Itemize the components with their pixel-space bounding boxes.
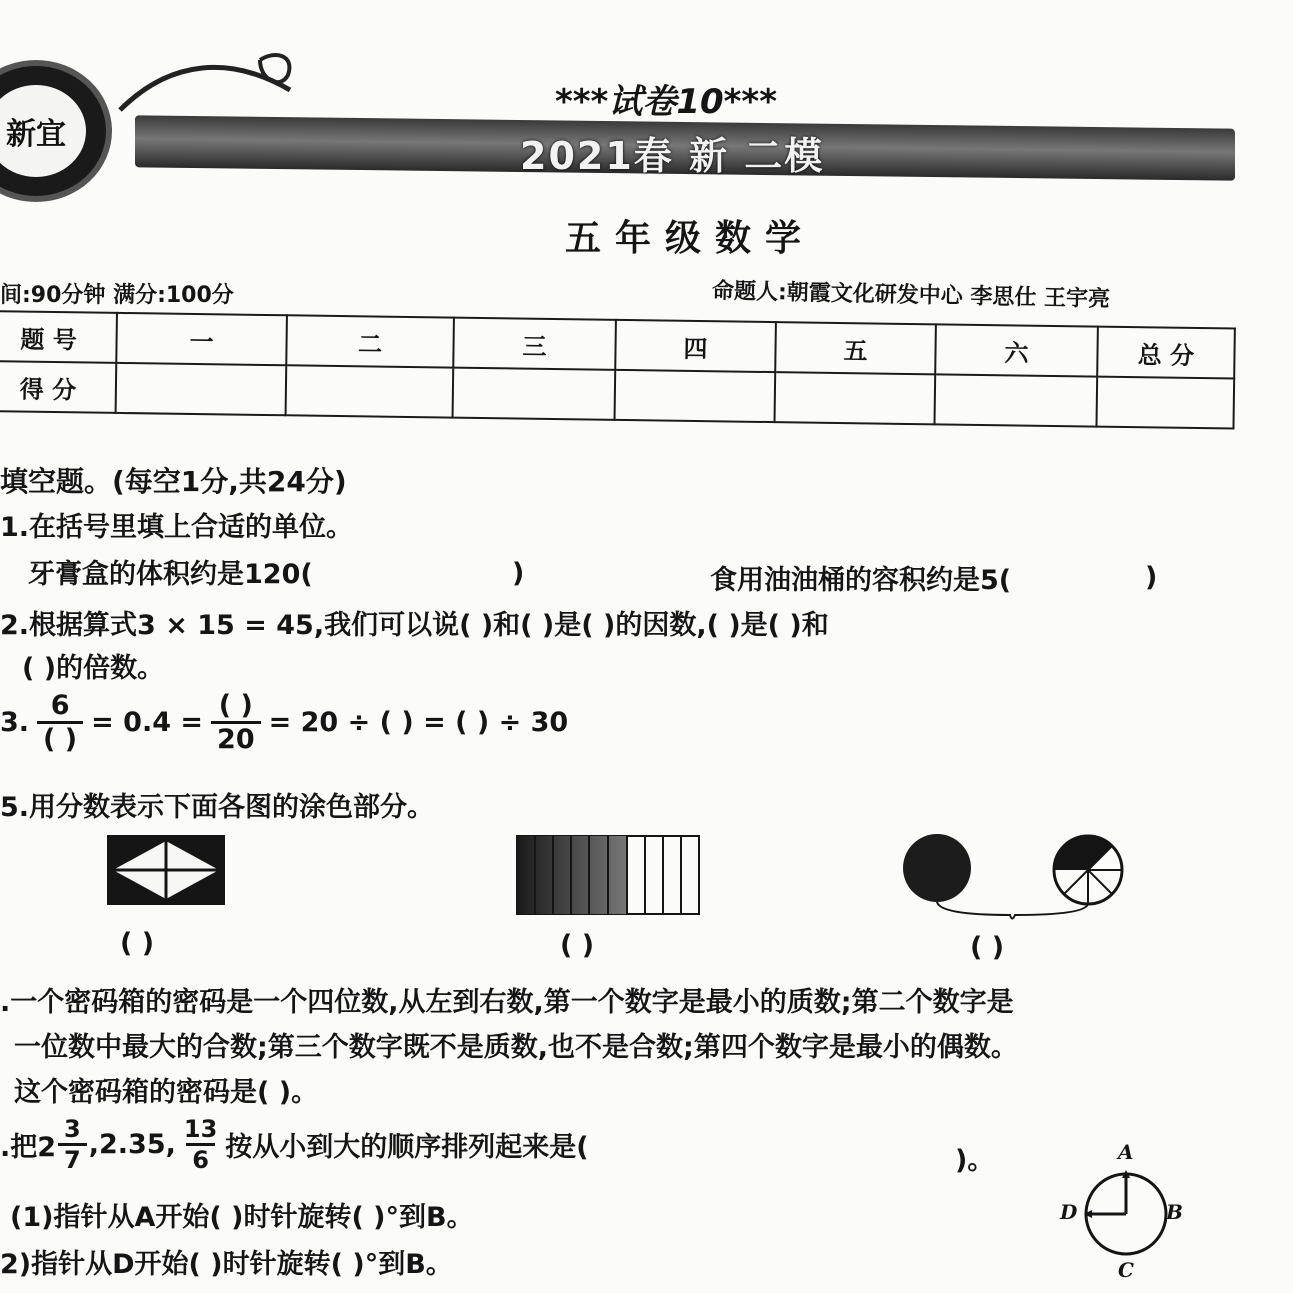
q4-blank-2[interactable]: ( ) [560, 930, 595, 961]
q7-line2: 2)指针从D开始( )时针旋转( )°到B。 [0, 1249, 453, 1280]
q3-line [0, 690, 568, 755]
q6-mixed-den: 7 [58, 1143, 87, 1174]
col-4: 四 [615, 320, 776, 372]
dial-label-b: B [1166, 1200, 1183, 1224]
dial-label-c: C [1118, 1258, 1134, 1282]
paper-label: ***试卷10*** [555, 82, 777, 122]
q4-blank-1[interactable]: ( ) [120, 928, 155, 959]
logo-text: 新宜 [0, 85, 86, 177]
q7-line1: (1)指针从A开始( )时针旋转( )°到B。 [10, 1202, 474, 1233]
q3-fraction-2 [211, 690, 261, 755]
q5-line1: .一个密码箱的密码是一个四位数,从左到右数,第一个数字是最小的质数;第二个数字是 [0, 987, 1014, 1018]
q1-prompt: 1.在括号里填上合适的单位。 [0, 512, 354, 543]
q2-line1: 2.根据算式3 × 15 = 45,我们可以说( )和( )是( )的因数,( )是( )和 [0, 610, 829, 641]
ribbon-decoration [110, 50, 310, 120]
score-cell[interactable] [775, 372, 936, 424]
row-header-question: 题 号 [0, 311, 117, 363]
q4-blank-3[interactable]: ( ) [970, 932, 1005, 963]
q6-mid: ,2.35, [88, 1129, 176, 1160]
exam-time-score: 间:90分钟 满分:100分 [0, 283, 234, 308]
score-cell[interactable] [286, 365, 454, 417]
col-1: 一 [116, 313, 287, 365]
q3-f1-den: ( ) [37, 721, 83, 755]
q3-f2-num: ( ) [218, 690, 253, 721]
circle-figures [900, 830, 1130, 925]
q3-fraction-1 [37, 690, 83, 755]
q6-line [0, 1115, 589, 1174]
q5-line2: 一位数中最大的合数;第三个数字既不是质数,也不是合数;第四个数字是最小的偶数。 [14, 1032, 1018, 1063]
q1-b-text: 食用油油桶的容积约是5( [710, 565, 1012, 596]
score-cell[interactable] [453, 368, 616, 420]
dial-label-a: A [1118, 1140, 1134, 1164]
q3-number: 3. [0, 707, 30, 738]
q6-f-den: 6 [186, 1143, 215, 1174]
striped-bar-figure [516, 835, 700, 915]
publisher-logo [0, 60, 112, 202]
q3-f1-num: 6 [50, 690, 70, 721]
q6-prefix: .把2 [0, 1132, 57, 1163]
q6-close: )。 [955, 1145, 995, 1176]
section-heading: 填空题。(每空1分,共24分) [0, 465, 347, 498]
score-cell[interactable] [116, 363, 287, 415]
col-6: 六 [935, 324, 1098, 376]
q1-a-text: 牙膏盒的体积约是120( [28, 559, 313, 590]
score-cell[interactable] [1096, 377, 1234, 429]
col-total: 总 分 [1097, 327, 1235, 379]
diamond-figure [107, 835, 225, 905]
q3-eq1: = 0.4 = [91, 707, 204, 738]
q6-mixed-fraction [58, 1115, 87, 1174]
row-header-score: 得 分 [0, 361, 116, 413]
q3-rest: = 20 ÷ ( ) = ( ) ÷ 30 [268, 707, 569, 738]
q2-line2: ( )的倍数。 [22, 653, 165, 684]
q1-a-close: ) [512, 558, 525, 589]
col-2: 二 [286, 315, 454, 367]
q6-fraction [178, 1115, 223, 1174]
q4-prompt: 5.用分数表示下面各图的涂色部分。 [0, 792, 435, 823]
q1-b-close: ) [1145, 562, 1158, 593]
col-5: 五 [775, 322, 936, 374]
q6-suffix: 按从小到大的顺序排列起来是( [225, 1132, 589, 1163]
score-table [0, 310, 1236, 430]
dial-label-d: D [1060, 1200, 1078, 1224]
q6-f-num: 13 [183, 1115, 218, 1143]
page-title: 五年级数学 [565, 218, 816, 259]
exam-authors: 命题人:朝霞文化研发中心 李思仕 王宇亮 [711, 278, 1111, 313]
col-3: 三 [453, 318, 616, 370]
q5-line3: 这个密码箱的密码是( )。 [14, 1077, 319, 1108]
banner-text: 2021春 新 二模 [520, 134, 825, 178]
q3-f2-den: 20 [211, 721, 261, 755]
q6-mixed-num: 3 [64, 1115, 81, 1143]
score-cell[interactable] [934, 374, 1097, 426]
score-cell[interactable] [615, 370, 776, 422]
